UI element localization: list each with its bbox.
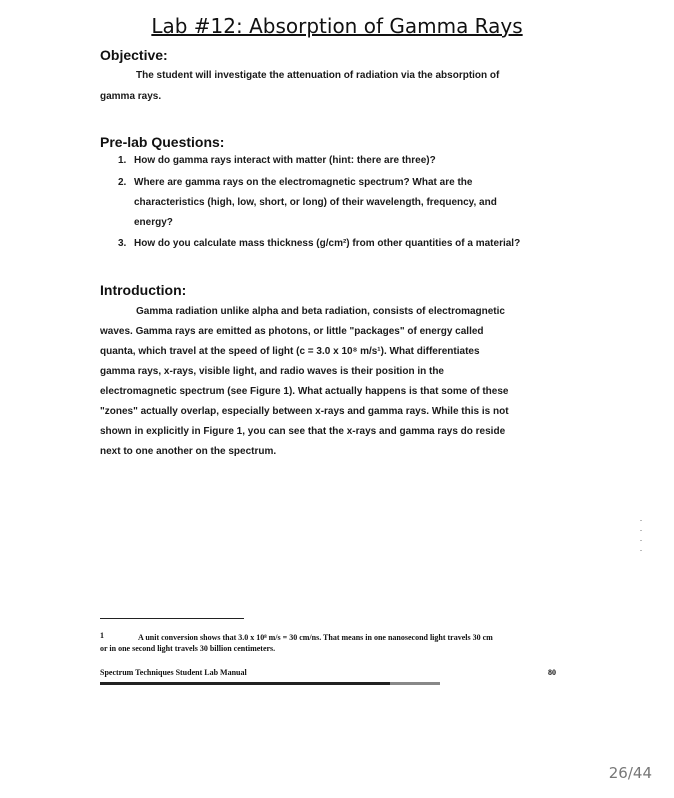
- question-text: How do gamma rays interact with matter (hint: there are three)?: [134, 155, 436, 166]
- question-text: Where are gamma rays on the electromagnetic spectrum? What are the: [134, 177, 473, 188]
- intro-line: shown in explicitly in Figure 1, you can see that the x-rays and gamma rays do reside: [100, 426, 506, 437]
- scan-speck: [640, 550, 642, 551]
- footnote-marker: 1: [100, 631, 104, 640]
- footer-rule: [100, 682, 390, 685]
- prelab-question: [118, 173, 598, 233]
- introduction-heading: Introduction:: [100, 282, 187, 298]
- prelab-question: [118, 151, 598, 171]
- intro-line: waves. Gamma rays are emitted as photons, or little "packages" of energy called: [100, 326, 484, 337]
- intro-line: Gamma radiation unlike alpha and beta radiation, consists of electromagnetic: [136, 306, 505, 317]
- question-text: characteristics (high, low, short, or long) of their wavelength, frequency, and: [134, 197, 497, 208]
- question-number: 1.: [118, 155, 127, 166]
- objective-line-1: The student will investigate the attenuation of radiation via the absorption of: [136, 70, 500, 81]
- footnote-line-1: A unit conversion shows that 3.0 x 10⁸ m/s = 30 cm/ns. That means in one nanosecond light travels 30 cm: [138, 633, 493, 642]
- question-number: 3.: [118, 238, 127, 249]
- scan-speck: [640, 540, 642, 541]
- footer-page-number: 80: [548, 668, 556, 677]
- scan-speck: [640, 530, 642, 531]
- question-text: energy?: [134, 217, 173, 228]
- footnote-line-2: or in one second light travels 30 billion centimeters.: [100, 644, 276, 653]
- intro-line: next to one another on the spectrum.: [100, 446, 277, 457]
- question-text: How do you calculate mass thickness (g/cm²) from other quantities of a material?: [134, 238, 521, 249]
- footer-rule-fade: [390, 682, 440, 685]
- page-counter: 26/44: [608, 764, 652, 782]
- page-title: Lab #12: Absorption of Gamma Rays: [151, 14, 523, 38]
- prelab-heading: Pre-lab Questions:: [100, 134, 225, 150]
- scan-speck: [640, 520, 642, 521]
- intro-line: gamma rays, x-rays, visible light, and radio waves is their position in the: [100, 366, 444, 377]
- intro-line: electromagnetic spectrum (see Figure 1). What actually happens is that some of these: [100, 386, 509, 397]
- footer-manual-title: Spectrum Techniques Student Lab Manual: [100, 668, 247, 677]
- objective-heading: Objective:: [100, 47, 168, 63]
- intro-line: quanta, which travel at the speed of light (c = 3.0 x 10⁸ m/s¹). What differentiates: [100, 346, 480, 357]
- intro-line: "zones" actually overlap, especially between x-rays and gamma rays. While this is not: [100, 406, 509, 417]
- footnote-rule: [100, 618, 244, 619]
- prelab-question: [118, 234, 618, 254]
- question-number: 2.: [118, 177, 127, 188]
- objective-line-2: gamma rays.: [100, 91, 162, 102]
- introduction-paragraph: [100, 302, 570, 462]
